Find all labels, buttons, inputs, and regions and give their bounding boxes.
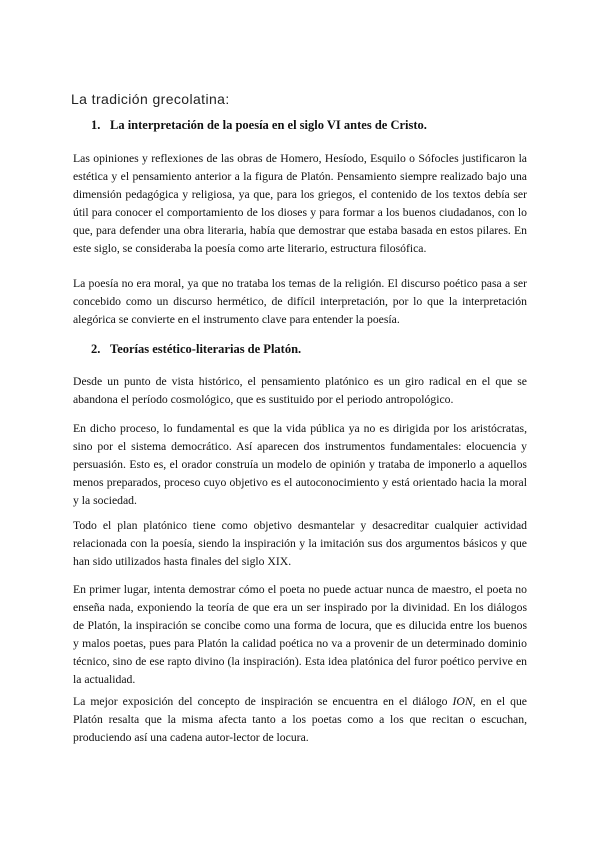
paragraph-6: En primer lugar, intenta demostrar cómo el poeta no puede actuar nunca de maestro, el poeta no enseña nada, exponiendo la teoría de que era un ser inspirado por la divinidad. En los diálogos de Platón, la inspiración se concibe como una forma de locura, que es dilucida entre los buenos y malos poetas, pues para Platón la calidad poética no va a provenir de un determinado dominio técnico, sino de ese rapto divino (la inspiración). Esta idea platónica del furor poético pervive en la actualidad. [73,583,527,686]
section-2-number: 2. [91,342,101,356]
section-2-title: Teorías estético-literarias de Platón. [110,342,302,356]
paragraph-2: La poesía no era moral, ya que no trataba los temas de la religión. El discurso poético pasa a ser concebido como un discurso hermético, de difícil interpretación, por lo que la interpretación alegórica se convierte en el instrumento clave para entender la poesía. [73,277,527,326]
dialogue-title-ion: ION [452,695,473,708]
paragraph-5: Todo el plan platónico tiene como objetivo desmantelar y desacreditar cualquier actividad relacionada con la poesía, siendo la inspiración y la imitación sus dos argumentos básicos y que han sido utilizados hasta finales del siglo XIX. [73,519,527,568]
section-1-heading [91,118,427,133]
section-2-heading [91,342,301,357]
section-1-title: La interpretación de la poesía en el siglo VI antes de Cristo. [110,118,427,132]
paragraph-1: Las opiniones y reflexiones de las obras de Homero, Hesíodo, Esquilo o Sófocles justificaron la estética y el pensamiento anterior a la figura de Platón. Pensamiento siempre realizado bajo una dimensión pedagógica y religiosa, ya que, para los griegos, el contenido de los textos debía ser útil para conocer el comportamiento de los dioses y para formar a los buenos ciudadanos, con lo que, para defender una obra literaria, había que demostrar que estaba basada en estos pilares. En este siglo, se consideraba la poesía como arte literario, estructura filosófica. [73,152,527,255]
paragraph-3: Desde un punto de vista histórico, el pensamiento platónico es un giro radical en el que se abandona el período cosmológico, que es sustituido por el periodo antropológico. [73,375,527,406]
paragraph-7-end: , en el que Platón resalta que la misma afecta tanto a los poetas como a los que recitan o escuchan, produciendo así una cadena autor-lector de locura. [73,695,527,744]
paragraph-7 [73,693,527,747]
paragraph-4: En dicho proceso, lo fundamental es que la vida pública ya no es dirigida por los aristócratas, sino por el sistema democrático. Así aparecen dos instrumentos fundamentales: elocuencia y persuasión. Esto es, el orador construía un modelo de opinión y trataba de imponerlo a aquellos menos preparados, proceso cuyo objetivo es el autoconocimiento y está orientado hacia la moral y la sociedad. [73,422,527,507]
document-title: La tradición grecolatina: [71,91,230,107]
section-1-number: 1. [91,118,101,132]
paragraph-7-start: La mejor exposición del concepto de inspiración se encuentra en el diálogo [73,695,453,708]
